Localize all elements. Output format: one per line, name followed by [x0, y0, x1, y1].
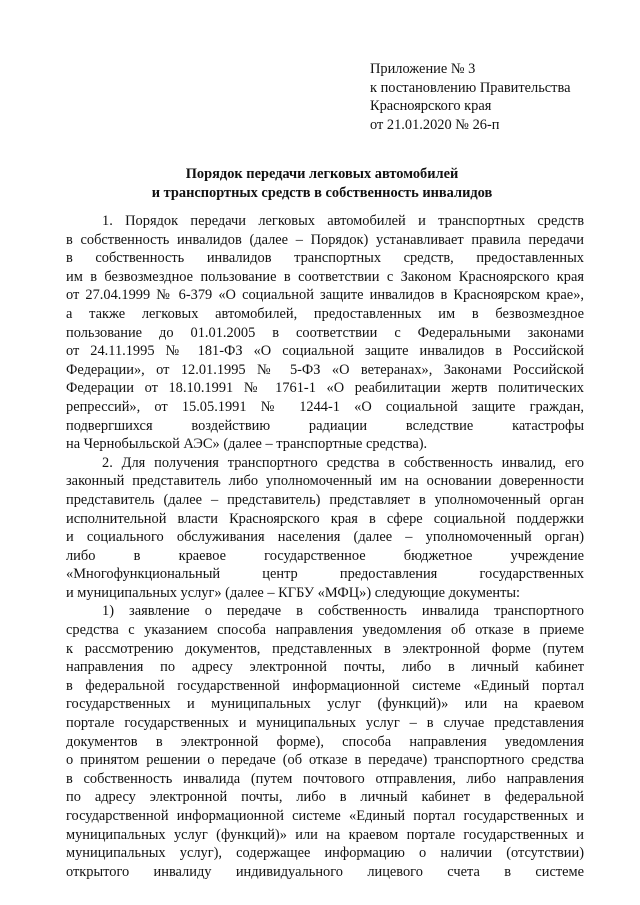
- paragraph-line: исполнительной власти Красноярского края в сфере социальной поддержки: [66, 510, 584, 527]
- paragraph-line: в собственность инвалидов транспортных средств, предоставленных: [66, 250, 584, 267]
- paragraph-line: Федерации от 18.10.1991 № 1761-1 «О реабилитации жертв политических: [66, 380, 584, 397]
- paragraph-line: средства с указанием способа направления уведомления об отказе в приеме: [66, 622, 584, 639]
- paragraph-line: от 27.04.1999 № 6-379 «О социальной защите инвалидов в Красноярском крае»,: [66, 287, 584, 304]
- appendix-line: от 21.01.2020 № 26-п: [370, 116, 500, 133]
- paragraph-line: к рассмотрению документов, представленных в электронной форме (путем: [66, 640, 584, 657]
- paragraph-line: в собственность инвалида (путем почтового отправления, либо направления: [66, 770, 584, 787]
- paragraph-line: репрессий», от 15.05.1991 № 1244-1 «О социальной защите граждан,: [66, 398, 584, 415]
- paragraph-line: в собственность инвалидов (далее – Порядок) устанавливает правила передачи: [66, 231, 584, 248]
- paragraph-line: о принятом решении о передаче (об отказе в передаче) транспортного средства: [66, 752, 584, 769]
- paragraph-line: 1) заявление о передаче в собственность инвалида транспортного: [102, 603, 584, 620]
- paragraph-line: пользование до 01.01.2005 в соответствии с Федеральными законами: [66, 324, 584, 341]
- paragraph-line: «Многофункциональный центр предоставления государственных: [66, 566, 584, 583]
- document-title: [60, 165, 584, 202]
- title-line: Порядок передачи легковых автомобилей: [185, 166, 459, 182]
- paragraph-line: а также легковых автомобилей, предоставленных им в безвозмездное: [66, 305, 584, 322]
- paragraph-line: государственной информационной системе «Единый портал государственных и: [66, 808, 584, 824]
- paragraph-line: муниципальных услуг (функций)» или на краевом портале государственных и: [66, 826, 584, 843]
- paragraph-line: подвергшихся воздействию радиации вследствие катастрофы: [66, 417, 584, 434]
- paragraph-line: 1. Порядок передачи легковых автомобилей и транспортных средств: [102, 213, 584, 229]
- title-line: и транспортных средств в собственность инвалидов: [151, 184, 493, 201]
- appendix-line: Приложение № 3: [370, 61, 476, 77]
- paragraph-line: муниципальных услуг), содержащее информацию о наличии (отсутствии): [66, 845, 584, 862]
- paragraph-line: направления по адресу электронной почты, либо в личный кабинет: [66, 659, 584, 676]
- appendix-line: к постановлению Правительства: [370, 79, 571, 96]
- paragraph-line: и социального обслуживания населения (далее – уполномоченный орган): [66, 529, 584, 546]
- paragraph-line: представитель (далее – представитель) представляет в уполномоченный орган: [66, 491, 584, 508]
- paragraph-line: от 24.11.1995 № 181-ФЗ «О социальной защите инвалидов в Российской: [66, 343, 584, 360]
- document-body: [66, 212, 584, 881]
- paragraph-line: 2. Для получения транспортного средства в собственность инвалид, его: [102, 454, 584, 471]
- paragraph-line: в федеральной государственной информационной системе «Единый портал: [66, 677, 584, 694]
- appendix-line: Красноярского края: [370, 98, 492, 114]
- paragraph-line: им в безвозмездное пользование в соответствии с Законом Красноярского края: [66, 268, 584, 285]
- paragraph-line: либо в краевое государственное бюджетное учреждение: [66, 547, 584, 564]
- paragraph-line: Федерации», от 12.01.1995 № 5-ФЗ «О ветеранах», Законами Российской: [66, 361, 584, 378]
- paragraph-line: законный представитель либо уполномоченный им на основании доверенности: [66, 473, 584, 490]
- paragraph-line: на Чернобыльской АЭС» (далее – транспортные средства).: [66, 436, 428, 453]
- paragraph-line: портале государственных и муниципальных услуг – в случае представления: [66, 715, 584, 732]
- paragraph-line: документов в электронной форме), способа направления уведомления: [66, 733, 584, 750]
- appendix-note: [370, 60, 620, 134]
- paragraph-line: и муниципальных услуг» (далее – КГБУ «МФЦ») следующие документы:: [66, 584, 521, 601]
- paragraph-line: по адресу электронной почты, либо в личный кабинет в федеральной: [66, 789, 584, 806]
- paragraph-line: открытого инвалиду индивидуального лицевого счета в системе: [66, 863, 584, 880]
- paragraph-line: государственных и муниципальных услуг (функций)» или на краевом: [66, 696, 584, 713]
